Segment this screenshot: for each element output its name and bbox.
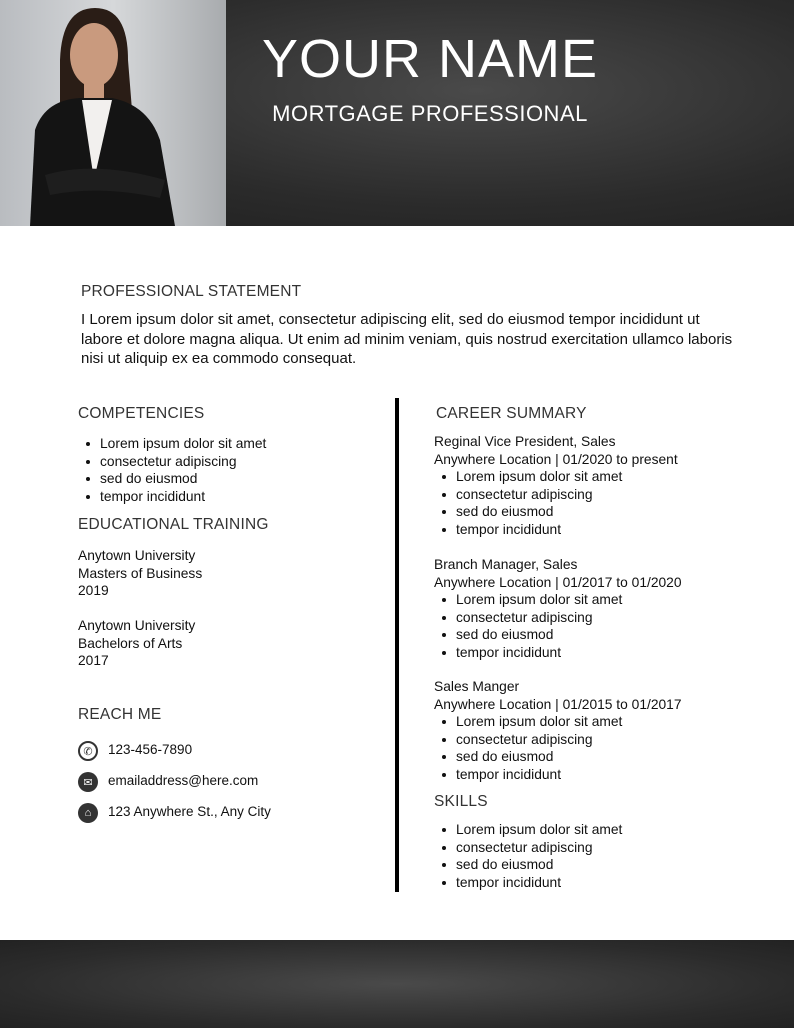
phone-icon: ✆ xyxy=(78,741,98,761)
statement-text: I Lorem ipsum dolor sit amet, consectetur adipiscing elit, sed do eiusmod tempor incididunt ut labore et dolore magna aliqua. Ut enim ad minim veniam, quis nostrud exercitation ullamco laboris nisi ut aliquip ex ea commodo consequat. xyxy=(81,311,733,367)
list-item: tempor incididunt xyxy=(78,488,266,506)
career-heading: CAREER SUMMARY xyxy=(436,405,587,422)
list-item: consectetur adipiscing xyxy=(78,453,266,471)
list-item: sed do eiusmod xyxy=(434,503,678,521)
job-entry xyxy=(434,433,678,538)
list-item: tempor incididunt xyxy=(434,874,622,892)
list-item: Lorem ipsum dolor sit amet xyxy=(78,435,266,453)
skills-list xyxy=(434,821,622,891)
statement-heading: PROFESSIONAL STATEMENT xyxy=(81,283,302,300)
list-item: tempor incididunt xyxy=(434,521,678,539)
job-meta: Anywhere Location | 01/2017 to 01/2020 xyxy=(434,574,682,590)
contact-heading: REACH ME xyxy=(78,706,162,723)
home-icon: ⌂ xyxy=(78,803,98,823)
job-title: Reginal Vice President, Sales xyxy=(434,434,616,449)
school: Anytown University xyxy=(78,548,196,563)
year: 2019 xyxy=(78,583,109,598)
list-item: consectetur adipiscing xyxy=(434,731,682,749)
list-item: tempor incididunt xyxy=(434,644,682,662)
job-title: MORTGAGE PROFESSIONAL xyxy=(272,101,588,126)
list-item: sed do eiusmod xyxy=(434,626,682,644)
skills-heading: SKILLS xyxy=(434,793,488,810)
phone-text: 123-456-7890 xyxy=(108,742,193,757)
competencies-list xyxy=(78,435,266,505)
competencies-heading: COMPETENCIES xyxy=(78,405,205,422)
job-meta: Anywhere Location | 01/2020 to present xyxy=(434,451,678,467)
list-item: consectetur adipiscing xyxy=(434,609,682,627)
email-icon: ✉ xyxy=(78,772,98,792)
list-item: Lorem ipsum dolor sit amet xyxy=(434,821,622,839)
column-divider xyxy=(395,398,399,892)
degree: Masters of Business xyxy=(78,565,203,581)
resume-name: YOUR NAME xyxy=(261,29,599,89)
list-item: tempor incididunt xyxy=(434,766,682,784)
job-entry xyxy=(434,556,682,661)
job-entry xyxy=(434,678,682,783)
address-text: 123 Anywhere St., Any City xyxy=(108,804,271,819)
school: Anytown University xyxy=(78,618,196,633)
year: 2017 xyxy=(78,653,109,668)
list-item: Lorem ipsum dolor sit amet xyxy=(434,468,678,486)
list-item: Lorem ipsum dolor sit amet xyxy=(434,591,682,609)
list-item: sed do eiusmod xyxy=(434,856,622,874)
education-entry xyxy=(78,547,202,600)
job-meta: Anywhere Location | 01/2015 to 01/2017 xyxy=(434,696,682,712)
education-heading: EDUCATIONAL TRAINING xyxy=(78,516,269,533)
profile-photo xyxy=(0,0,226,226)
list-item: sed do eiusmod xyxy=(434,748,682,766)
education-entry xyxy=(78,617,195,670)
list-item: Lorem ipsum dolor sit amet xyxy=(434,713,682,731)
job-title: Sales Manger xyxy=(434,679,520,694)
list-item: sed do eiusmod xyxy=(78,470,266,488)
degree: Bachelors of Arts xyxy=(78,635,183,651)
footer-banner xyxy=(0,940,794,1028)
list-item: consectetur adipiscing xyxy=(434,486,678,504)
email-text: emailaddress@here.com xyxy=(108,773,259,788)
job-title: Branch Manager, Sales xyxy=(434,557,578,572)
list-item: consectetur adipiscing xyxy=(434,839,622,857)
